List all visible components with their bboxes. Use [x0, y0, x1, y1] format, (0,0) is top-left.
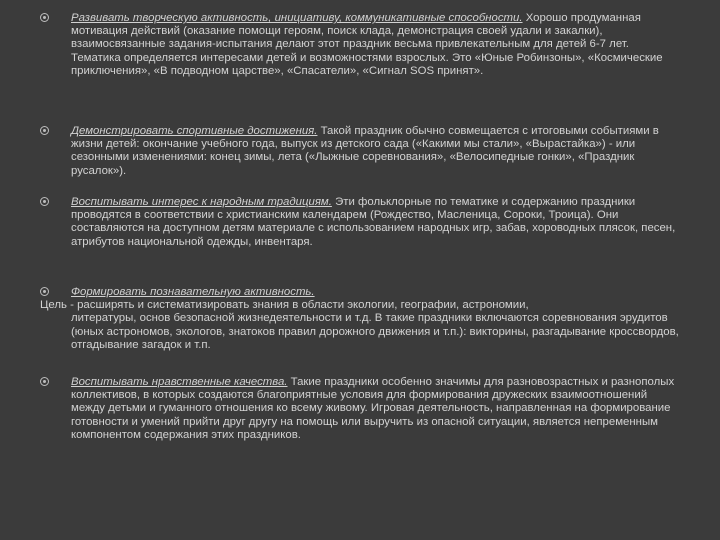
bullet-icon: [40, 13, 49, 22]
goal-text: литературы, основ безопасной жизнедеятельности и т.д. В такие праздники включаются соревнования эрудитов (юных астрономов, экологов, знатоков правил дорожного движения и т.п.): викторины, разгадывание кроссвордов, отгадывание загадок и т.п.: [71, 312, 679, 351]
list-item-text: [71, 196, 680, 249]
list-item-folk: [40, 196, 680, 249]
item-lead: Формировать познавательную активность.: [71, 286, 315, 298]
list-item-moral: [40, 376, 680, 442]
list-item-sport: [40, 125, 680, 178]
item-body: Такой праздник обычно совмещается с итоговыми событиями в жизни детей: окончание учебного года, выпуск из детского сада («Какими мы стали», «Вырастайка») - или сезонными изменениями: конец зимы, лета («Лыжные соревнования», «Велосипедные гонки», «Праздник русалок»).: [71, 125, 659, 177]
item-lead: Демонстрировать спортивные достижения.: [71, 125, 318, 137]
item-lead: Воспитывать интерес к народным традициям.: [71, 196, 332, 208]
item-lead: Воспитывать нравственные качества.: [71, 376, 288, 388]
item-body: Эти фольклорные по тематике и содержанию праздники проводятся в соответствии с христианским календарем (Рождество, Масленица, Сороки, Троица). Они составляются на доступном детям материале с использованием народных игр, забав, хороводных плясок, песен, атрибутов национальной одежды, инвентаря.: [71, 196, 676, 248]
bullet-icon: [40, 377, 49, 386]
bullet-icon: [40, 126, 49, 135]
list-item-text: [71, 12, 680, 78]
list-item-text: [71, 376, 680, 442]
list-item-text: [71, 125, 680, 178]
bullet-icon: [40, 197, 49, 206]
bullet-icon: [40, 287, 49, 296]
item-body: Хорошо продуманная мотивация действий (оказание помощи героям, поиск клада, демонстрация своей удали и закалки), взаимосвязанные задания-испытания делают этот праздник весьма привлекательным для детей 6-7 лет. Тематика определяется интересами детей и возможностями взрослых. Это «Юные Робинзоны», «Космические приключения», «В подводном царстве», «Спасатели», «Сигнал SOS принят».: [71, 12, 663, 77]
item-lead: Развивать творческую активность, инициативу, коммуникативные способности.: [71, 12, 523, 24]
goal-line: Цель - расширять и систематизировать знания в области экологии, географии, астрономии,: [40, 299, 529, 312]
list-item-cognitive: [40, 286, 680, 352]
item-body: Такие праздники особенно значимы для разновозрастных и разнополых коллективов, в которых создаются благоприятные условия для формирования дружеских взаимоотношений между детьми и гуманного отношения ко всему живому. Игровая деятельность, направленная на формирование готовности и умений прийти друг другу на помощь или выручить из опасной ситуации, является непременным компонентом содержания этих праздников.: [71, 376, 675, 441]
list-item-text: [71, 286, 680, 299]
list-item-creative: [40, 12, 680, 78]
